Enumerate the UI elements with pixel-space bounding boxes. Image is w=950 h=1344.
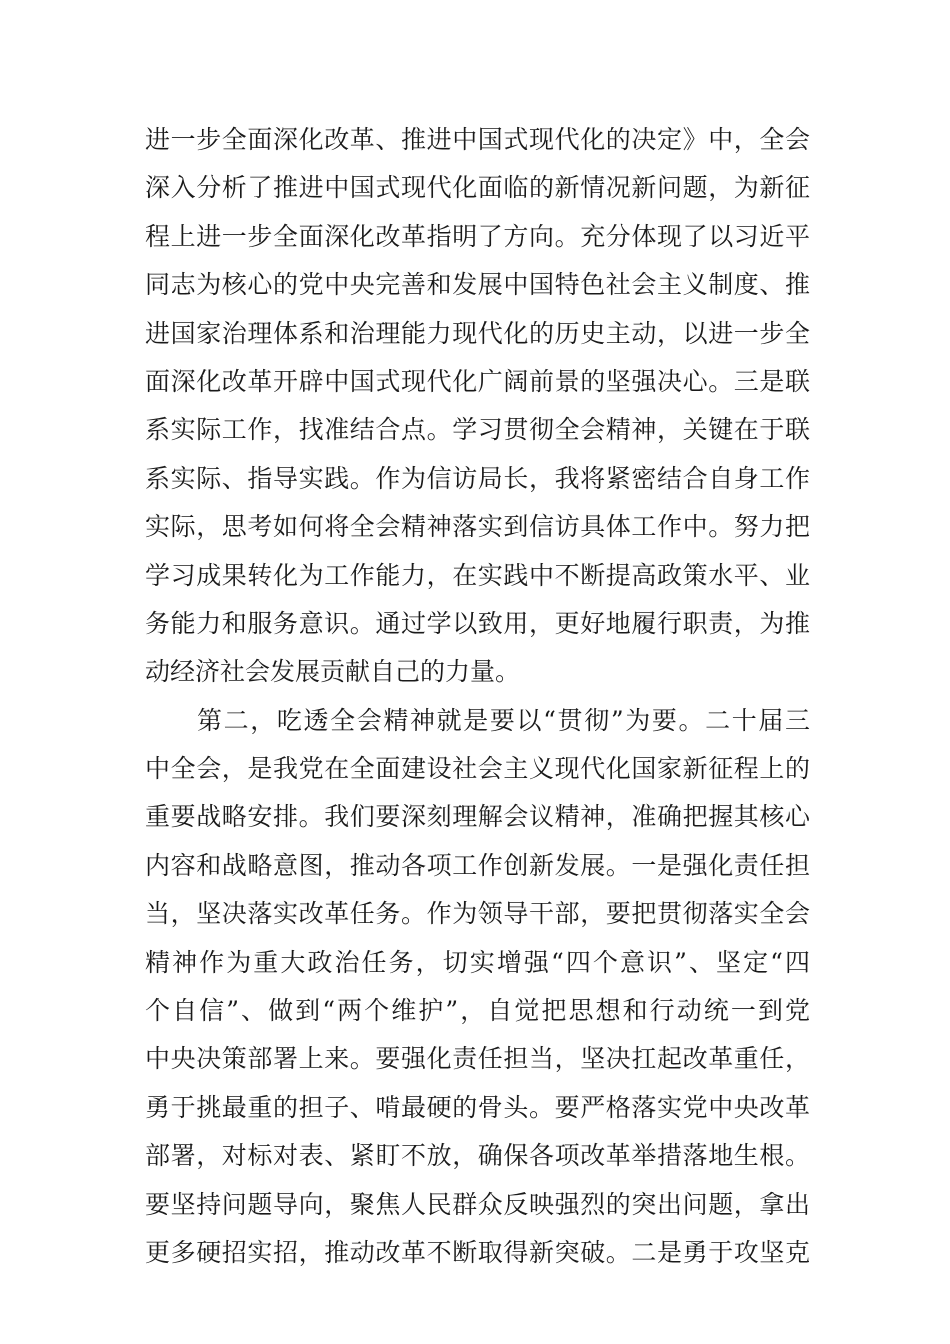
text-line: 更多硬招实招，推动改革不断取得新突破。二是勇于攻坚克 (145, 1237, 810, 1267)
text-line: 精神作为重大政治任务，切实增强“四个意识”、坚定“四 (145, 947, 810, 977)
text-line: 同志为核心的党中央完善和发展中国特色社会主义制度、推 (145, 270, 810, 300)
text-line: 面深化改革开辟中国式现代化广阔前景的坚强决心。三是联 (145, 366, 810, 396)
text-line: 进一步全面深化改革、推进中国式现代化的决定》中，全会 (145, 125, 810, 154)
paragraph-end-line: 动经济社会发展贡献自己的力量。 (145, 657, 521, 687)
text-line: 重要战略安排。我们要深刻理解会议精神，准确把握其核心 (145, 802, 810, 832)
text-line: 进国家治理体系和治理能力现代化的历史主动，以进一步全 (145, 318, 810, 348)
text-line: 务能力和服务意识。通过学以致用，更好地履行职责，为推 (145, 608, 810, 638)
text-line: 部署，对标对表、紧盯不放，确保各项改革举措落地生根。 (145, 1141, 810, 1171)
body-text (145, 116, 810, 1277)
text-line: 勇于挑最重的担子、啃最硬的骨头。要严格落实党中央改革 (145, 1092, 810, 1122)
text-line: 要坚持问题导向，聚焦人民群众反映强烈的突出问题，拿出 (145, 1189, 810, 1219)
text-line: 当，坚决落实改革任务。作为领导干部，要把贯彻落实全会 (145, 899, 810, 929)
paragraph-start-line: 第二，吃透全会精神就是要以“贯彻”为要。二十届三 (197, 705, 810, 735)
text-line: 程上进一步全面深化改革指明了方向。充分体现了以习近平 (145, 221, 810, 251)
text-line: 系实际、指导实践。作为信访局长，我将紧密结合自身工作 (145, 463, 810, 493)
text-line: 中央决策部署上来。要强化责任担当，坚决扛起改革重任， (145, 1044, 810, 1074)
text-line: 个自信”、做到“两个维护”，自觉把思想和行动统一到党 (145, 996, 810, 1026)
text-line: 系实际工作，找准结合点。学习贯彻全会精神，关键在于联 (145, 415, 810, 445)
text-line: 实际，思考如何将全会精神落实到信访具体工作中。努力把 (145, 512, 810, 542)
text-line: 学习成果转化为工作能力，在实践中不断提高政策水平、业 (145, 560, 810, 590)
text-line: 中全会，是我党在全面建设社会主义现代化国家新征程上的 (145, 754, 810, 784)
text-line: 内容和战略意图，推动各项工作创新发展。一是强化责任担 (145, 850, 810, 880)
text-line: 深入分析了推进中国式现代化面临的新情况新问题，为新征 (145, 173, 810, 203)
